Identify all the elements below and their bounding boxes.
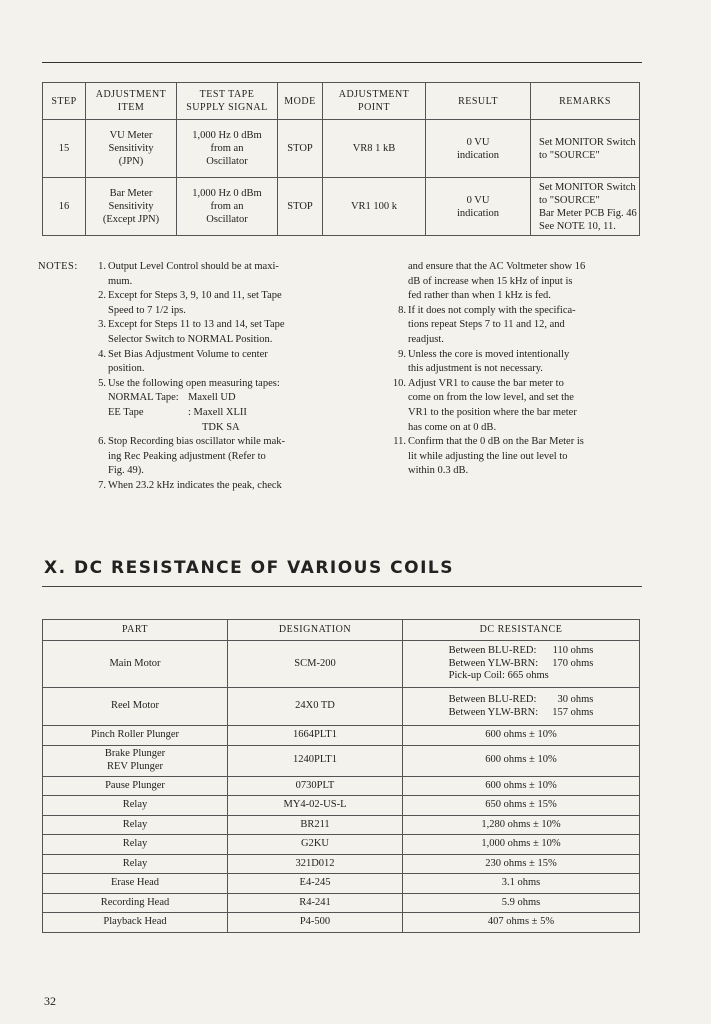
part-cell: Reel Motor — [43, 688, 228, 726]
remarks-cell: Set MONITOR Switch to "SOURCE" — [531, 120, 640, 178]
resistance-cell: 600 ohms ± 10% — [403, 745, 640, 776]
table-row — [43, 688, 640, 726]
item-cell: Bar Meter Sensitivity (Except JPN) — [86, 178, 177, 236]
part-cell: Main Motor — [43, 641, 228, 688]
header-adjustment-item: ADJUSTMENT ITEM — [86, 83, 177, 120]
table-row — [43, 874, 640, 894]
resistance-cell: 1,280 ohms ± 10% — [403, 815, 640, 835]
top-rule — [42, 62, 642, 63]
adjustment-table-header — [43, 83, 640, 120]
designation-cell: P4-500 — [228, 913, 403, 933]
part-cell: Brake Plunger REV Plunger — [43, 745, 228, 776]
header-dc-resistance: DC RESISTANCE — [403, 620, 640, 641]
resistance-cell: Between BLU-RED: 30 ohms Between YLW-BRN: 157 ohms — [403, 688, 640, 726]
point-cell: VR1 100 k — [323, 178, 426, 236]
signal-cell: 1,000 Hz 0 dBm from an Oscillator — [177, 120, 278, 178]
note-4: 4. Set Bias Adjustment Volume to center position. — [98, 348, 268, 375]
part-cell: Playback Head — [43, 913, 228, 933]
mode-cell: STOP — [278, 120, 323, 178]
header-part: PART — [43, 620, 228, 641]
table-row — [43, 796, 640, 816]
table-row — [43, 913, 640, 933]
table-row — [43, 815, 640, 835]
step-cell: 16 — [43, 178, 86, 236]
table-row — [43, 776, 640, 796]
note-11: 11. Confirm that the 0 dB on the Bar Meter is lit while adjusting the line out level to within 0.3 dB. — [393, 436, 584, 477]
designation-cell: 1664PLT1 — [228, 726, 403, 746]
header-test-signal: TEST TAPE SUPPLY SIGNAL — [177, 83, 278, 120]
table-row — [43, 893, 640, 913]
resistance-cell: 650 ohms ± 15% — [403, 796, 640, 816]
tape-row: EE Tape : Maxell XLII — [108, 406, 247, 418]
note-3: 3. Except for Steps 11 to 13 and 14, set Tape Selector Switch to NORMAL Position. — [98, 319, 285, 345]
note-9: 9. Unless the core is moved intentionally this adjustment is not necessary. — [398, 348, 570, 375]
part-cell: Pause Plunger — [43, 776, 228, 796]
note-7: 7. When 23.2 kHz indicates the peak, check — [98, 479, 282, 491]
notes-left-column — [90, 260, 364, 494]
part-cell: Erase Head — [43, 874, 228, 894]
section-title: X. DC RESISTANCE OF VARIOUS COILS — [44, 558, 454, 578]
section-rule — [42, 586, 642, 587]
table-row — [43, 835, 640, 855]
signal-cell: 1,000 Hz 0 dBm from an Oscillator — [177, 178, 278, 236]
resistance-cell: 600 ohms ± 10% — [403, 726, 640, 746]
notes-label: NOTES: — [38, 261, 78, 272]
resistance-cell: 230 ohms ± 15% — [403, 854, 640, 874]
note-1: 1. Output Level Control should be at maxi- mum. — [98, 261, 279, 287]
designation-cell: G2KU — [228, 835, 403, 855]
part-cell: Pinch Roller Plunger — [43, 726, 228, 746]
part-cell: Recording Head — [43, 893, 228, 913]
header-result: RESULT — [426, 83, 531, 120]
resistance-cell: 1,000 ohms ± 10% — [403, 835, 640, 855]
resistance-cell: 5.9 ohms — [403, 893, 640, 913]
part-cell: Relay — [43, 815, 228, 835]
resistance-cell: 600 ohms ± 10% — [403, 776, 640, 796]
table-row — [43, 641, 640, 688]
tape-row: NORMAL Tape: Maxell UD — [108, 392, 236, 404]
designation-cell: SCM-200 — [228, 641, 403, 688]
resistance-cell: 407 ohms ± 5% — [403, 913, 640, 933]
table-row — [43, 120, 640, 178]
coil-resistance-table — [42, 619, 640, 933]
designation-cell: E4-245 — [228, 874, 403, 894]
result-cell: 0 VU indication — [426, 120, 531, 178]
tape-list — [90, 391, 364, 435]
table-row — [43, 178, 640, 236]
note-8: 8. If it does not comply with the specifica- tions repeat Steps 7 to 11 and 12, and readjust. — [398, 304, 576, 345]
note-7-continuation: and ensure that the AC Voltmeter show 16 dB of increase when 15 kHz of input is fed rather than when 1 kHz is fed. — [408, 261, 586, 302]
table-row — [43, 854, 640, 874]
designation-cell: 321D012 — [228, 854, 403, 874]
note-5: 5. Use the following open measuring tapes: — [98, 377, 280, 389]
designation-cell: BR211 — [228, 815, 403, 835]
tape-row: TDK SA — [202, 421, 240, 433]
header-designation: DESIGNATION — [228, 620, 403, 641]
adjustment-table — [42, 82, 640, 236]
header-step: STEP — [43, 83, 86, 120]
designation-cell: 1240PLT1 — [228, 745, 403, 776]
table-row — [43, 726, 640, 746]
designation-cell: R4-241 — [228, 893, 403, 913]
header-remarks: REMARKS — [531, 83, 640, 120]
notes-right-column — [390, 260, 650, 479]
part-cell: Relay — [43, 835, 228, 855]
designation-cell: 0730PLT — [228, 776, 403, 796]
table-row — [43, 745, 640, 776]
header-mode: MODE — [278, 83, 323, 120]
designation-cell: 24X0 TD — [228, 688, 403, 726]
mode-cell: STOP — [278, 178, 323, 236]
part-cell: Relay — [43, 854, 228, 874]
resistance-cell: 3.1 ohms — [403, 874, 640, 894]
note-2: 2. Except for Steps 3, 9, 10 and 11, set Tape Speed to 7 1/2 ips. — [98, 290, 282, 316]
part-cell: Relay — [43, 796, 228, 816]
point-cell: VR8 1 kB — [323, 120, 426, 178]
note-6: 6. Stop Recording bias oscillator while mak- ing Rec Peaking adjustment (Refer to Fig. 49). — [98, 436, 286, 477]
step-cell: 15 — [43, 120, 86, 178]
coil-table-header — [43, 620, 640, 641]
resistance-cell: Between BLU-RED: 110 ohms Between YLW-BRN: 170 ohms Pick-up Coil: 665 ohms — [403, 641, 640, 688]
page-number: 32 — [44, 994, 56, 1008]
remarks-cell: Set MONITOR Switch to "SOURCE" Bar Meter PCB Fig. 46 See NOTE 10, 11. — [531, 178, 640, 236]
item-cell: VU Meter Sensitivity (JPN) — [86, 120, 177, 178]
note-10: 10. Adjust VR1 to cause the bar meter to come on from the low level, and set the VR1 to the position where the bar meter has come on at 0 dB. — [392, 377, 577, 433]
result-cell: 0 VU indication — [426, 178, 531, 236]
designation-cell: MY4-02-US-L — [228, 796, 403, 816]
header-adjustment-point: ADJUSTMENT POINT — [323, 83, 426, 120]
